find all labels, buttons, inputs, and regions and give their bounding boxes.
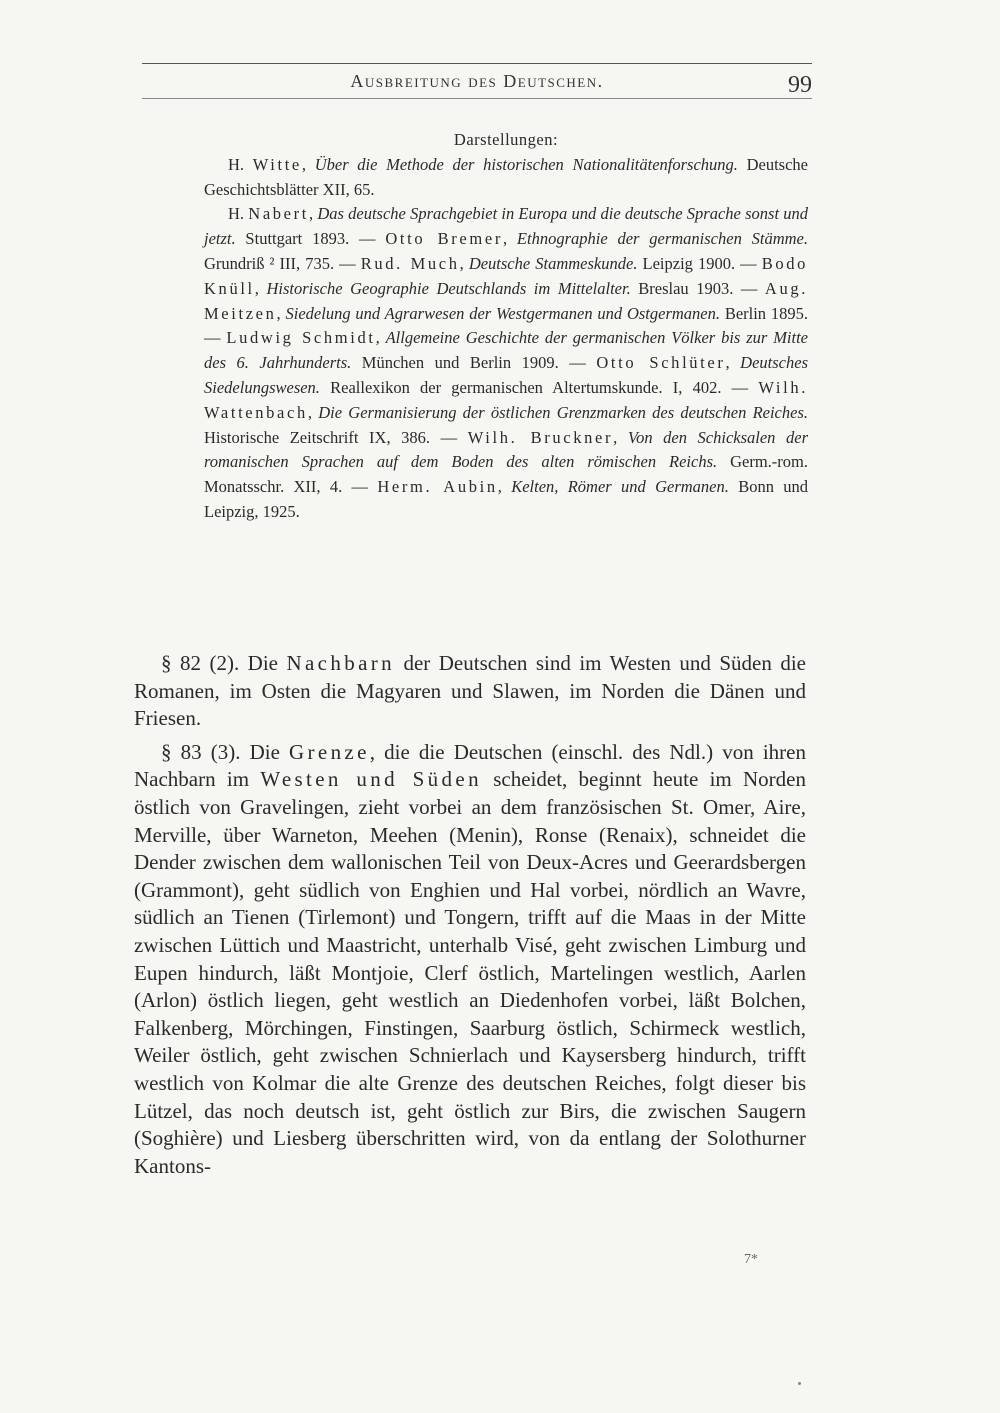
paper-speck: [798, 1382, 801, 1385]
text-run: ,: [613, 427, 628, 447]
text-run: Reallexikon der germanischen Altertumskunde. I, 402. —: [319, 377, 759, 397]
bibliography-heading: Darstellungen:: [453, 130, 559, 149]
text-run: ,: [375, 328, 386, 348]
text-run: Grundriß ² III, 735. —: [204, 253, 361, 273]
signature-mark: 7*: [744, 1252, 758, 1267]
spaced-name: Otto Schlüter: [596, 353, 726, 373]
italic-title: Historische Geographie Deutschlands im Mittelalter.: [266, 278, 631, 298]
spaced-name: Wilh. Bruckner: [467, 427, 614, 447]
text-run: Bonn und Leipzig, 1925.: [204, 477, 809, 521]
text-run: H.: [228, 204, 249, 224]
text-run: H.: [228, 154, 253, 174]
italic-title: Ethnographie der germanischen Stämme.: [516, 229, 808, 249]
header-bottom-rule: [142, 98, 812, 99]
italic-title: Kelten, Römer und Germanen.: [511, 477, 729, 497]
text-run: Breslau 1903. —: [630, 278, 765, 298]
text-run: ,: [307, 402, 319, 422]
italic-title: Deutsches Siedelungswesen.: [204, 353, 808, 397]
paragraph-83: [134, 739, 806, 1181]
italic-title: Siedelung und Agrarwesen der Westgermanen und Ostgermanen.: [285, 303, 720, 323]
body-text: [134, 650, 806, 1180]
text-run: Leipzig 1900. —: [637, 253, 762, 273]
spaced-name: Nachbarn: [286, 651, 395, 675]
text-run: Berlin 1895. —: [204, 303, 809, 348]
italic-title: Über die Methode der historischen Nationalitätenforschung.: [314, 154, 738, 174]
text-run: Germ.-rom. Monatsschr. XII, 4. —: [204, 452, 808, 497]
spaced-name: Westen und Süden: [260, 767, 482, 792]
spaced-name: Otto Bremer: [385, 229, 503, 249]
running-title: Ausbreitung des Deutschen.: [350, 71, 604, 91]
text-run: ,: [309, 204, 318, 224]
spaced-name: Grenze: [289, 739, 370, 764]
text-run: Stuttgart 1893. —: [235, 229, 386, 249]
spaced-name: Rud. Much: [360, 253, 460, 273]
spaced-name: Herm. Aubin: [377, 477, 498, 497]
text-run: § 82 (2). Die: [161, 651, 287, 675]
spaced-name: Witte: [252, 154, 302, 174]
bibliography-block: [204, 128, 808, 525]
spaced-name: Bodo Knüll: [204, 253, 809, 298]
text-run: scheidet, beginnt heute im Norden östlich von Gravelingen, zieht vorbei an dem französischen St. Omer, Aire, Merville, über Warneton, Meehen (Menin), Ronse (Renaix), schneidet die Dender zwischen dem wallonischen Teil von Deux-Acres und Geerardsbergen (Grammont), geht südlich von Enghien und Hal vorbei, nördlich an Wavre, südlich an Tienen (Tirlemont) und Tongern, trifft auf die Maas in der Mitte zwischen Lüttich und Maastricht, unterhalb Visé, geht zwischen Limburg und Eupen hindurch, läßt Montjoie, Clerf östlich, Martelingen westlich, Aarlen (Arlon) östlich liegen, geht westlich an Diedenhofen vorbei, läßt Bolchen, Falkenberg, Mörchingen, Finstingen, Saarburg östlich, Schirmeck westlich, Weiler östlich, geht zwischen Schnierlach und Kaysersberg hindurch, trifft westlich von Kolmar die alte Grenze des deutschen Reiches, folgt dieser bis Lützel, das noch deutsch ist, geht östlich zur Birs, die zwischen Saugern (Soghière) und Liesberg überschritten wird, von da entlang der Solothurner Kantons-: [134, 767, 806, 1178]
text-run: Deutsche Geschichtsblätter XII, 65.: [204, 154, 808, 199]
text-run: ,: [301, 154, 315, 174]
text-run: der Deutschen sind im Westen und Süden die Romanen, im Osten die Magyaren und Slawen, im Norden die Dänen und Friesen.: [134, 651, 806, 731]
spaced-name: Wilh. Wattenbach: [204, 377, 808, 422]
spaced-name: Ludwig Schmidt: [226, 328, 376, 348]
text-run: ,: [497, 477, 512, 497]
paragraph-82: [134, 650, 806, 733]
text-run: ,: [254, 278, 267, 298]
italic-title: Die Germanisierung der östlichen Grenzmarken des deutschen Reiches.: [318, 402, 809, 422]
text-run: ,: [502, 229, 517, 249]
text-run: ,: [725, 353, 741, 373]
text-run: Historische Zeitschrift IX, 386. —: [204, 427, 468, 447]
italic-title: Das deutsche Sprachgebiet in Europa und die deutsche Sprache sonst und jetzt.: [204, 204, 808, 249]
text-run: , die die Deutschen (einschl. des Ndl.) von ihren Nachbarn im: [134, 739, 806, 792]
text-run: München und Berlin 1909. —: [351, 353, 597, 373]
bibliography-entry: [204, 153, 808, 203]
spaced-name: Aug. Meitzen: [204, 278, 809, 323]
page-number: 99: [788, 72, 812, 98]
italic-title: Von den Schicksalen der romanischen Sprachen auf dem Boden des alten römischen Reichs.: [204, 427, 809, 472]
running-header: [142, 68, 812, 98]
spaced-name: Nabert: [248, 204, 309, 224]
header-top-rule: [142, 63, 812, 64]
bibliography-entry: [204, 202, 808, 524]
italic-title: Allgemeine Geschichte der germanischen Völker bis zur Mitte des 6. Jahrhunderts.: [204, 328, 809, 373]
text-run: § 83 (3). Die: [161, 739, 290, 764]
italic-title: Deutsche Stammeskunde.: [468, 253, 638, 273]
text-run: ,: [276, 303, 286, 323]
text-run: ,: [459, 253, 469, 273]
